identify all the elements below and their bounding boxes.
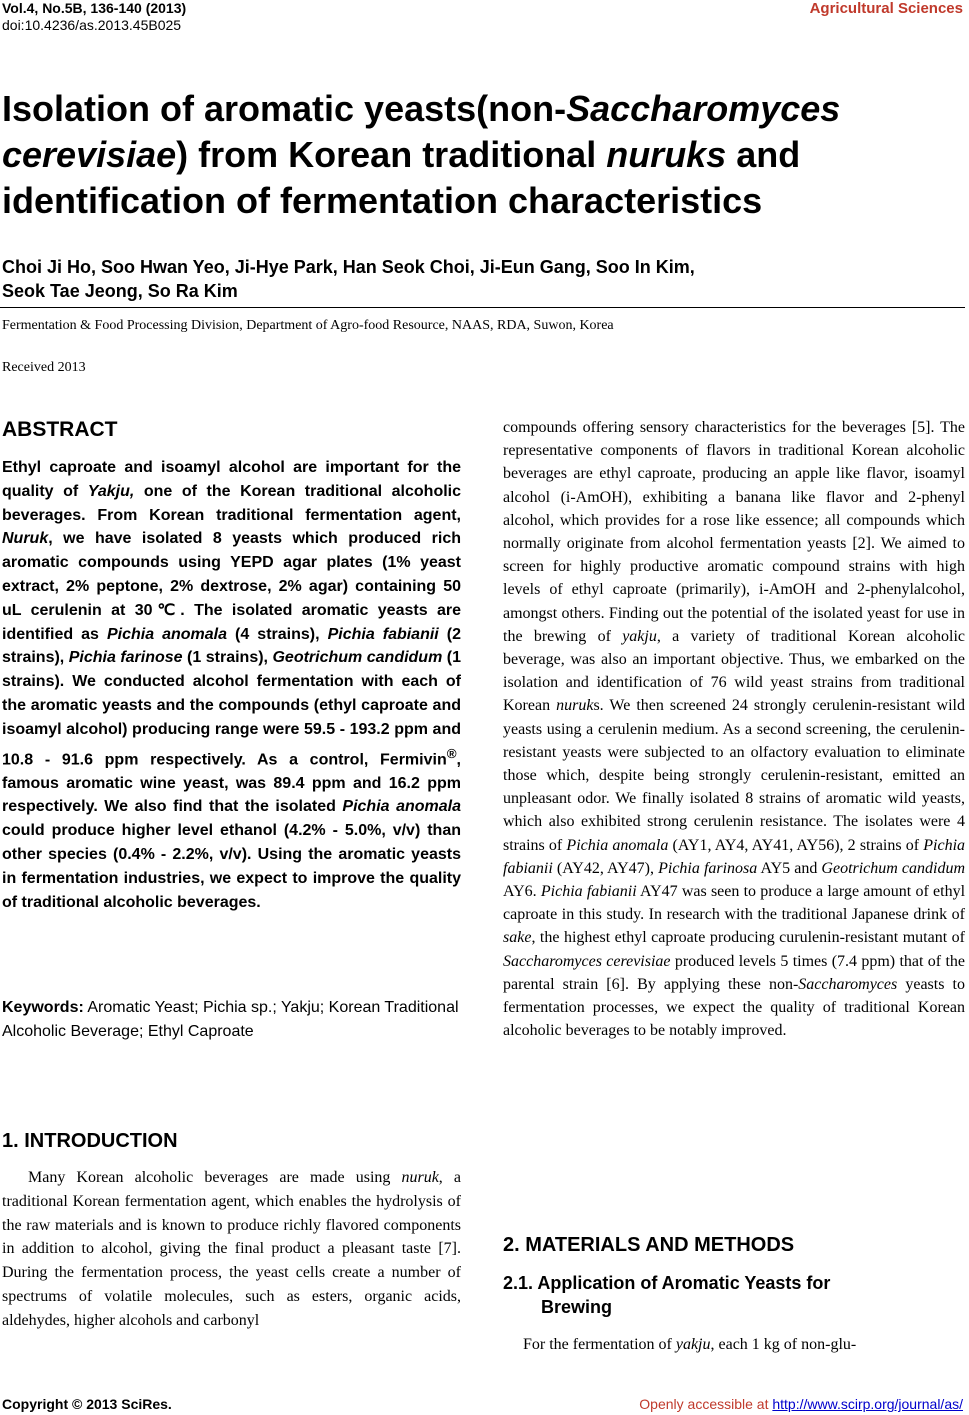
body-species: Saccharomyces cerevisiae (503, 952, 671, 970)
abstract-run: one of the Korean traditional alcoholic beverages. From Korean traditional fermentation agent, (2, 482, 462, 524)
abstract-run: Ethyl caproate and isoamyl alcohol are important for the quality of (2, 459, 461, 500)
abstract-text (2, 456, 461, 914)
body-run: produced levels 5 times (7.4 ppm) that of the parental strain [6]. By applying these non- (503, 952, 965, 993)
abstract-run: (1 strains), (182, 649, 273, 667)
affiliation: Fermentation & Food Processing Division, Department of Agro-food Resource, NAAS, RDA, Suwon, Korea (2, 318, 614, 333)
abstract-heading: ABSTRACT (2, 418, 118, 441)
abstract-run: (1 strains). We conducted alcohol fermentation with each of the aromatic yeasts and the compounds (ethyl caproate and isoamyl alcohol) producing range were 59.5 - 193.2 ppm and 10.8 - 91.6 ppm respectively. As a control, Fermivin (2, 649, 462, 768)
authors-line: Seok Tae Jeong, So Ra Kim (2, 281, 238, 301)
body-run: compounds offering sensory characteristics for the beverages [5]. The representative components of flavors in traditional Korean alcoholic beverages are ethyl caproate, producing an apple like flavor, isoamyl alcohol (i-AmOH), exhibiting a banana like flavor and 2-phenyl alcohol, which provides for a rose like essence; all compounds which normally originate from alcohol fermentation yeasts [2]. We aimed to screen for highly productive aromatic compound strains with high levels of ethyl caproate (primarily), i-AmOH and 2-phenylalcohol, amongst others. Finding out the potential of the isolated yeast for use in the brewing of (503, 419, 965, 645)
title-nuruks: nuruks (606, 134, 727, 175)
body-run: (AY1, AY4, AY41, AY56), 2 strains of (668, 836, 924, 854)
keywords-label: Keywords: (2, 999, 84, 1016)
body-run: AY6. (503, 883, 541, 901)
methods-heading: 2. MATERIALS AND METHODS (503, 1234, 795, 1256)
body-species: Geotrichum candidum (821, 859, 966, 877)
methods-italic: yakju (675, 1336, 711, 1353)
received-date: Received 2013 (2, 360, 86, 375)
volume-info: Vol.4, No.5B, 136-140 (2013) (2, 0, 187, 16)
paper-title (2, 86, 962, 224)
body-run: AY5 and (757, 859, 822, 877)
journal-name: Agricultural Sciences (809, 0, 963, 17)
abstract-run: (2 strains), (2, 625, 461, 667)
title-part: ) from Korean traditional (176, 134, 607, 175)
doi: doi:10.4236/as.2013.45B025 (2, 17, 182, 33)
body-run: , a variety of traditional Korean alcoholic beverage, was also an important objective. Thus, we embarked on the isolation and identification of 76 wild yeast strains from traditional Korean (503, 627, 965, 715)
authors-line: Choi Ji Ho, Soo Hwan Yeo, Ji-Hye Park, Han Seok Choi, Ji-Eun Gang, Soo In Kim, (2, 257, 695, 277)
abstract-run: , famous aromatic wine yeast, was 89.4 ppm and 16.2 ppm respectively. We also find that the isolated (2, 750, 461, 816)
title-part: and identification of fermentation characteristics (2, 134, 801, 221)
body-species: Saccharomyces (798, 975, 898, 993)
abstract-run: (4 strains), (227, 625, 328, 643)
open-access-note (639, 1396, 963, 1412)
intro-run: Many Korean alcoholic beverages are made using (28, 1169, 402, 1186)
body-run: (AY42, AY47), (552, 859, 659, 877)
body-run: , the highest ethyl caproate producing curulenin-resistant mutant of (531, 929, 965, 947)
intro-text (2, 1166, 461, 1333)
body-species: Pichia anomala (566, 836, 669, 854)
intro-italic: nuruk (401, 1169, 439, 1186)
keywords (2, 996, 461, 1044)
body-italic: sake (503, 929, 532, 947)
subsection-line: 2.1. Application of Aromatic Yeasts for (503, 1273, 831, 1293)
abstract-species: Pichia fabianii (327, 625, 439, 643)
abstract-species: Pichia farinose (68, 649, 183, 667)
body-run: yeasts to fermentation processes, we expect the quality of traditional Korean alcoholic beverages to be notably improved. (503, 975, 965, 1040)
title-part: Isolation of aromatic yeasts(non- (2, 88, 567, 129)
open-access-label: Openly accessible at (639, 1396, 773, 1412)
copyright: Copyright © 2013 SciRes. (2, 1396, 172, 1412)
intro-run: , a traditional Korean fermentation agent, which enables the hydrolysis of the raw materials and is known to produce richly flavored components in addition to alcohol, giving the final product a pleasant taste [7]. During the fermentation process, the yeast cells create a number of spectrums of volatile molecules, such as esters, organic acids, aldehydes, higher alcohols and carbonyl (2, 1169, 461, 1329)
body-run: s. We then screened 24 strongly cerulenin-resistant wild yeasts using a cerulenin medium. As a second screening, the cerulenin-resistant yeasts were subjected to an olfactory evaluation to eliminate those which, despite being strongly cerulenin-resistant, emitted an unpleasant odor. We finally isolated 8 strains of aromatic wild yeasts, which also exhibited strong cerulenin resistance. The isolates were 4 strains of (503, 697, 965, 854)
abstract-run: could produce higher level ethanol (4.2% - 5.0%, v/v) than other species (0.4% - 2.2%, v/v). Using the aromatic yeasts in fermentation industries, we expect to improve the quality of traditional alcoholic beverages. (2, 822, 461, 911)
body-species: Pichia farinosa (658, 859, 758, 877)
title-species: Saccharomyces cerevisiae (2, 88, 841, 175)
body-species: Pichia fabianii (540, 883, 637, 901)
body-italic: nuruk (556, 697, 594, 715)
abstract-italic: Nuruk (2, 530, 49, 548)
registered-mark: ® (446, 745, 457, 761)
running-header (2, 0, 186, 34)
methods-run: For the fermentation of (523, 1336, 676, 1353)
intro-heading: 1. INTRODUCTION (2, 1130, 178, 1152)
abstract-run: , we have isolated 8 yeasts which produced rich aromatic compounds using YEPD agar plates (1% yeast extract, 2% peptone, 2% dextrose, 2% agar) containing 50 uL cerulenin at 30℃. The isolated aromatic yeasts are identified as (2, 530, 461, 643)
subsection-line: Brewing (541, 1297, 613, 1317)
abstract-italic: Yakju, (87, 482, 135, 500)
methods-run: , each 1 kg of non-glu- (710, 1336, 857, 1353)
authors (2, 255, 962, 303)
body-run: AY47 was seen to produce a large amount of ethyl caproate in this study. In research with the traditional Japanese drink of (503, 883, 966, 924)
body-italic: yakju (622, 627, 657, 645)
header-divider (0, 307, 965, 308)
subsection-heading (503, 1271, 943, 1319)
journal-url-link[interactable]: http://www.scirp.org/journal/as/ (772, 1396, 963, 1412)
body-species: Pichia fabianii (503, 836, 966, 877)
abstract-species: Pichia anomala (342, 798, 461, 816)
abstract-species: Pichia anomala (106, 625, 228, 643)
intro-continued-text (503, 416, 965, 1042)
keywords-text: Aromatic Yeast; Pichia sp.; Yakju; Korean Traditional Alcoholic Beverage; Ethyl Caproate (2, 999, 459, 1040)
methods-text (503, 1333, 965, 1356)
abstract-species: Geotrichum candidum (272, 649, 443, 667)
